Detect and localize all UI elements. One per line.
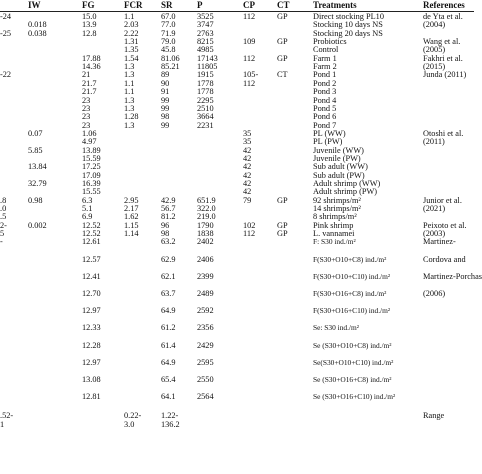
header-sr: SR	[161, 0, 173, 10]
cell-tr: Sub adult (WW)	[313, 162, 368, 172]
cell-sr: 63.7	[161, 289, 176, 299]
cell-ref: Wang et al.	[423, 37, 461, 47]
cell-sr: 64.9	[161, 357, 176, 367]
cell-tr: Stocking 20 days NS	[313, 28, 383, 38]
cell-p: 2402	[197, 237, 214, 247]
cell-tr: PL (PW)	[313, 137, 343, 147]
header-ct: CT	[277, 0, 290, 10]
cell-treatment: Se(S30+O10+C10) ind./m²	[313, 357, 394, 367]
header-rule	[0, 11, 474, 12]
cell-tr: Direct stocking PL10	[313, 12, 384, 21]
cell-fg: 23	[82, 103, 91, 113]
cell-fcr: 1.35	[124, 45, 139, 55]
cell-cp: 109	[243, 37, 256, 47]
cell-ct: CT	[277, 70, 288, 80]
cell-treatment: Se: S30 ind./m²	[313, 323, 359, 333]
cell-treatment: F(S30+O10+C10) ind./m²	[313, 271, 391, 281]
cell-cp: 42	[243, 170, 252, 180]
cell-cp: 102	[243, 220, 256, 230]
cell-cp: 105-	[243, 70, 259, 80]
cell-fg: 17.88	[82, 53, 101, 63]
cell-ct: GP	[277, 53, 288, 63]
cell-p: 1790	[197, 220, 214, 230]
cell-p: 3747	[197, 20, 214, 30]
cell-sr: 81.2	[161, 212, 176, 222]
cell-tr: Juvenile (WW)	[313, 145, 364, 155]
cell-ref: (2015)	[423, 62, 446, 72]
cell-ref: Martinez-	[423, 237, 456, 247]
cell-fg: 15.0	[82, 12, 97, 21]
cell-tr: L. vannamei	[313, 229, 355, 239]
header-fg: FG	[82, 0, 95, 10]
cell-fg: 15.55	[82, 187, 101, 197]
cell-ct: GP	[277, 229, 288, 239]
cell-fcr: 1.3	[124, 95, 135, 105]
cell-p: 2592	[197, 306, 214, 316]
cell-fg: 1.06	[82, 128, 97, 138]
cell-sr: 91	[161, 87, 170, 97]
cell-tr: PL (WW)	[313, 128, 346, 138]
cell-tr: Control	[313, 45, 339, 55]
cell-fg: 12.97	[82, 306, 101, 316]
cell-fcr: 1.14	[124, 229, 139, 239]
cell-cp: 112	[243, 53, 256, 63]
cell-p: 2356	[197, 323, 214, 333]
cell-p: 8215	[197, 37, 214, 47]
cell-iw: 0.038	[28, 28, 47, 38]
cell-ref: (2021)	[423, 204, 446, 214]
cell-iw: 0.07	[28, 128, 43, 138]
cell-ct: GP	[277, 12, 288, 21]
cell-a: 5	[0, 229, 5, 239]
header-fcr: FCR	[124, 0, 143, 10]
cell-fg: 23	[82, 112, 91, 122]
cell-tr: Farm 2	[313, 62, 337, 72]
cell-cp: 42	[243, 179, 252, 188]
cell-sr: 98	[161, 229, 170, 239]
cell-tr: Pond 6	[313, 112, 337, 122]
cell-ct: GP	[277, 37, 288, 47]
cell-p: 1778	[197, 78, 214, 88]
cell-sr: 79.0	[161, 37, 176, 47]
cell-tr: Adult shrimp (WW)	[313, 179, 381, 188]
cell-sr: 67.0	[161, 12, 176, 21]
cell-ref: Fakhri et al.	[423, 53, 463, 63]
cell-p: 651.9	[197, 195, 216, 205]
cell-sr: 85.21	[161, 62, 180, 72]
cell-sr: 65.4	[161, 375, 176, 385]
cell-p: 1778	[197, 87, 214, 97]
cell-tr: Pond 1	[313, 70, 337, 80]
cell-fg: 12.70	[82, 289, 101, 299]
cell-tr: Pond 4	[313, 95, 337, 105]
cell-sr: 71.9	[161, 28, 176, 38]
cell-fcr: 2.95	[124, 195, 139, 205]
cell-ct: GP	[277, 195, 288, 205]
cell-fcr: 1.62	[124, 212, 139, 222]
cell-ref: Cordova and	[423, 254, 466, 264]
cell-fg: 12.81	[82, 392, 101, 402]
cell-ref: Otoshi et al.	[423, 128, 464, 138]
cell-p: 219.0	[197, 212, 216, 222]
cell-cp: 42	[243, 187, 252, 197]
cell-p: 11805	[197, 62, 218, 72]
cell-fcr: 1.15	[124, 220, 139, 230]
cell-fg: 12.52	[82, 220, 101, 230]
cell-sr: 98	[161, 112, 170, 122]
cell-tr: Stocking 10 days NS	[313, 20, 383, 30]
cell-sr: 96	[161, 220, 170, 230]
cell-fcr: 1.3	[124, 70, 135, 80]
cell-tr: 8 shrimps/m²	[313, 212, 357, 222]
cell-ref: Junda (2011)	[423, 70, 467, 80]
cell-fg: 12.41	[82, 271, 101, 281]
cell-fg: 4.97	[82, 137, 97, 147]
cell-fg: 13.89	[82, 145, 101, 155]
header-cp: CP	[243, 0, 255, 10]
cell-p: 4985	[197, 45, 214, 55]
cell-a: .8	[0, 195, 7, 205]
cell-ref: de Yta et al.	[423, 12, 463, 21]
cell-p: 17143	[197, 53, 218, 63]
cell-cp: 112	[243, 78, 256, 88]
cell-ct: GP	[277, 220, 288, 230]
cell-fg: 14.36	[82, 62, 101, 72]
cell-sr: 61.4	[161, 340, 176, 350]
cell-ref: Junior et al.	[423, 195, 462, 205]
cell-fcr: 3.0	[124, 420, 135, 430]
cell-fg: 12.8	[82, 28, 97, 38]
cell-p: 1838	[197, 229, 214, 239]
cell-sr: 136.2	[161, 420, 180, 430]
cell-cp: 42	[243, 145, 252, 155]
cell-cp: 35	[243, 137, 252, 147]
cell-fg: 12.52	[82, 229, 101, 239]
cell-sr: 1.22-	[161, 411, 179, 421]
cell-fg: 12.28	[82, 340, 101, 350]
cell-sr: 42.9	[161, 195, 176, 205]
cell-fg: 12.57	[82, 254, 101, 264]
cell-p: 2763	[197, 28, 214, 38]
cell-p: 2489	[197, 289, 214, 299]
cell-p: 2429	[197, 340, 214, 350]
cell-sr: 45.8	[161, 45, 176, 55]
cell-fcr: 1.54	[124, 53, 139, 63]
cell-fg: 13.9	[82, 20, 97, 30]
cell-fcr: 0.22-	[124, 411, 142, 421]
cell-ref: Martinez-Porchas	[423, 271, 482, 281]
cell-fg: 16.39	[82, 179, 101, 188]
cell-p: 3664	[197, 112, 214, 122]
cell-ref: (2004)	[423, 20, 446, 30]
cell-fg: 21.7	[82, 78, 97, 88]
cell-sr: 56.7	[161, 204, 176, 214]
cell-a: .5	[0, 212, 7, 222]
cell-tr: Pink shrimp	[313, 220, 354, 230]
cell-sr: 89	[161, 70, 170, 80]
cell-iw: 0.002	[28, 220, 47, 230]
cell-p: 1915	[197, 70, 214, 80]
cell-tr: Pond 5	[313, 103, 337, 113]
cell-tr: Adult shrimp (PW)	[313, 187, 378, 197]
cell-tr: Probiotics	[313, 37, 347, 47]
cell-sr: 81.06	[161, 53, 180, 63]
cell-fcr: 1.28	[124, 112, 139, 122]
cell-tr: 92 shrimps/m²	[313, 195, 361, 205]
cell-ref: (2011)	[423, 137, 445, 147]
cell-p: 2231	[197, 120, 214, 130]
cell-fg: 6.3	[82, 195, 93, 205]
cell-treatment: F: S30 ind./m²	[313, 237, 356, 247]
cell-fcr: 1.1	[124, 12, 135, 21]
cell-fg: 12.33	[82, 323, 101, 333]
cell-cp: 112	[243, 229, 256, 239]
cell-fcr: 1.31	[124, 37, 139, 47]
cell-ref: Range	[423, 411, 445, 421]
cell-fg: 5.1	[82, 204, 93, 214]
cell-a: -25	[0, 28, 12, 38]
cell-ref: (2005)	[423, 45, 446, 55]
cell-sr: 90	[161, 78, 170, 88]
cell-treatment: F(S30+O10+C8) ind./m²	[313, 254, 387, 264]
cell-sr: 77.0	[161, 20, 176, 30]
header-p: P	[197, 0, 203, 10]
cell-tr: Pond 7	[313, 120, 337, 130]
cell-ref: Peixoto et al.	[423, 220, 467, 230]
cell-sr: 64.1	[161, 392, 176, 402]
cell-sr: 64.9	[161, 306, 176, 316]
cell-a: 1	[0, 420, 5, 430]
cell-fg: 15.59	[82, 153, 101, 163]
cell-p: 2399	[197, 271, 214, 281]
cell-a: -24	[0, 12, 12, 21]
cell-fg: 17.25	[82, 162, 101, 172]
cell-p: 2510	[197, 103, 214, 113]
cell-treatment: Se (S30+O10+C8) ind./m²	[313, 340, 392, 350]
cell-p: 3525	[197, 12, 214, 21]
cell-sr: 99	[161, 95, 170, 105]
cell-a: -22	[0, 70, 12, 80]
cell-treatment: F(S30+O16+C8) ind./m²	[313, 289, 387, 299]
cell-treatment: Se (S30+O16+C8) ind./m²	[313, 375, 392, 385]
cell-a: .52-	[0, 411, 14, 421]
cell-fg: 23	[82, 95, 91, 105]
cell-tr: Pond 3	[313, 87, 337, 97]
cell-p: 2550	[197, 375, 214, 385]
cell-cp: 79	[243, 195, 252, 205]
cell-treatment: F(S30+O16+C10) ind./m²	[313, 306, 391, 316]
cell-sr: 99	[161, 103, 170, 113]
cell-tr: Juvenile (PW)	[313, 153, 361, 163]
cell-tr: Pond 2	[313, 78, 337, 88]
cell-fcr: 1.3	[124, 103, 135, 113]
cell-iw: 0.018	[28, 20, 47, 30]
cell-iw: 32.79	[28, 179, 47, 188]
cell-sr: 62.1	[161, 271, 176, 281]
cell-fg: 12.61	[82, 237, 101, 247]
cell-cp: 42	[243, 162, 252, 172]
cell-cp: 35	[243, 128, 252, 138]
cell-fg: 21.7	[82, 87, 97, 97]
cell-treatment: Se (S30+O16+C10) ind./m²	[313, 392, 396, 402]
cell-tr: Farm 1	[313, 53, 337, 63]
cell-fg: 23	[82, 120, 91, 130]
header-treatments: Treatments	[313, 0, 357, 10]
cell-a: .0	[0, 204, 7, 214]
cell-tr: 14 shrimps/m²	[313, 204, 361, 214]
header-references: References	[423, 0, 465, 10]
cell-fg: 17.09	[82, 170, 101, 180]
cell-sr: 99	[161, 120, 170, 130]
cell-fcr: 1.1	[124, 78, 135, 88]
cell-fcr: 1.3	[124, 120, 135, 130]
cell-ref: (2003)	[423, 229, 446, 239]
cell-sr: 63.2	[161, 237, 176, 247]
cell-a: 2-	[0, 220, 7, 230]
cell-fcr: 1.3	[124, 62, 135, 72]
cell-cp: 112	[243, 12, 256, 21]
cell-fcr: 1.1	[124, 87, 135, 97]
header-iw: IW	[28, 0, 41, 10]
cell-a: -	[0, 237, 3, 247]
cell-ref: (2006)	[423, 289, 446, 299]
cell-fg: 6.9	[82, 212, 93, 222]
cell-iw: 0.98	[28, 195, 43, 205]
cell-p: 322.0	[197, 204, 216, 214]
cell-cp: 42	[243, 153, 252, 163]
cell-iw: 13.84	[28, 162, 47, 172]
cell-sr: 62.9	[161, 254, 176, 264]
cell-p: 2564	[197, 392, 214, 402]
cell-sr: 61.2	[161, 323, 176, 333]
cell-fg: 13.08	[82, 375, 101, 385]
cell-fcr: 2.22	[124, 28, 139, 38]
cell-p: 2406	[197, 254, 214, 264]
cell-fg: 12.97	[82, 357, 101, 367]
cell-p: 2595	[197, 357, 214, 367]
cell-fg: 21	[82, 70, 91, 80]
cell-p: 2295	[197, 95, 214, 105]
cell-tr: Sub adult (PW)	[313, 170, 365, 180]
cell-iw: 5.85	[28, 145, 43, 155]
cell-fcr: 2.17	[124, 204, 139, 214]
table-header	[0, 0, 474, 10]
cell-fcr: 2.03	[124, 20, 139, 30]
